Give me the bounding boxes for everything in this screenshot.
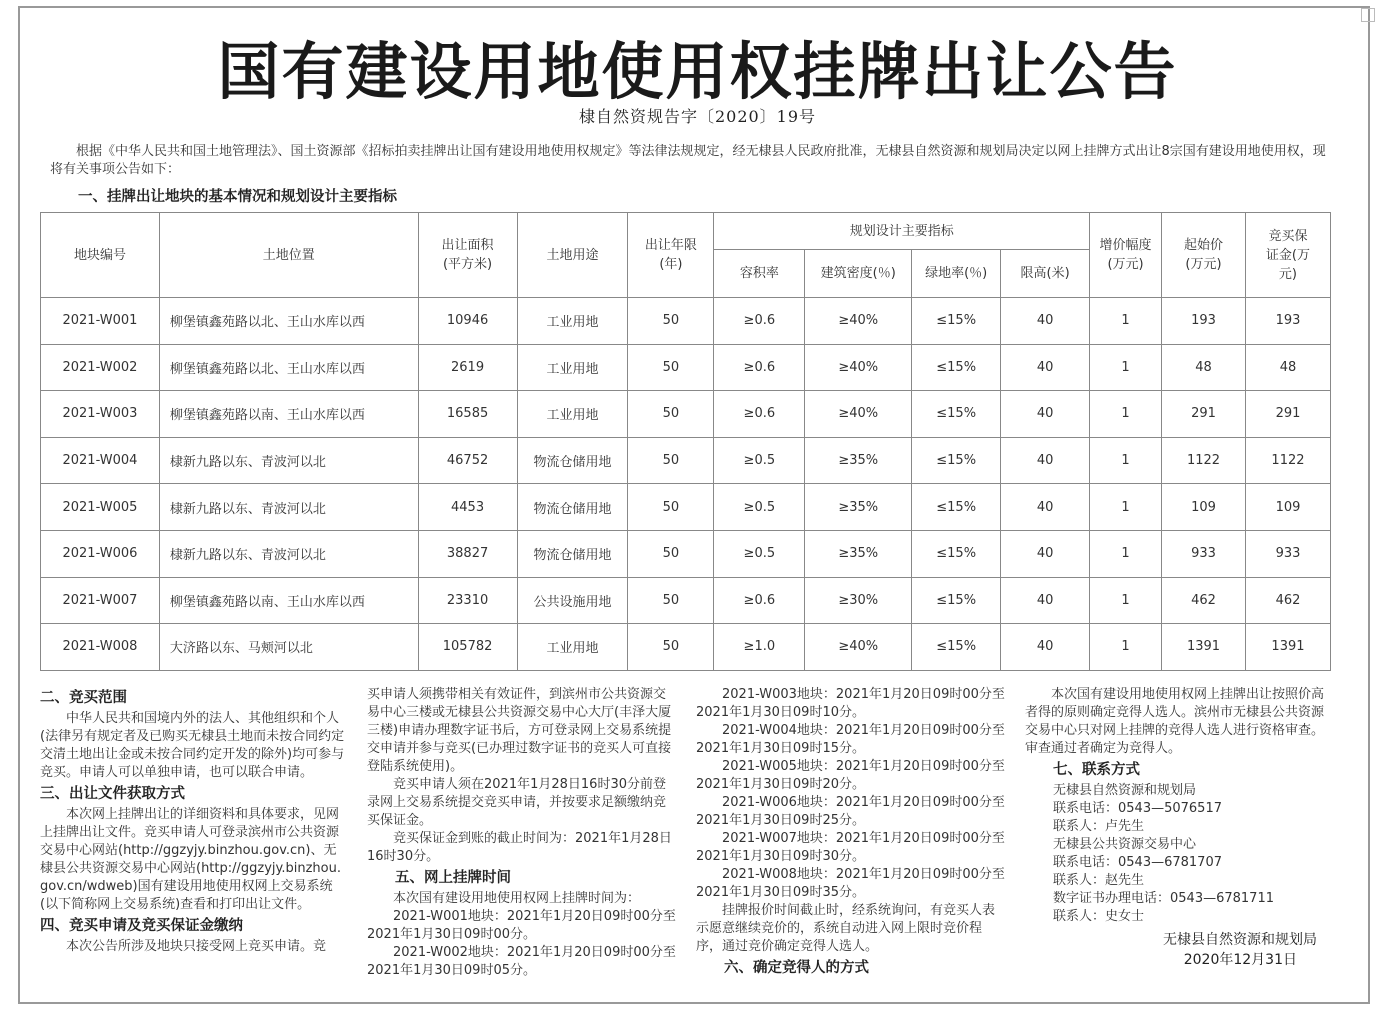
- cell-height-limit: 40: [1001, 391, 1090, 438]
- cell-start-price: 1122: [1162, 437, 1246, 484]
- cell-area: 16585: [418, 391, 517, 438]
- page-title: 国有建设用地使用权挂牌出让公告: [217, 35, 1178, 108]
- cell-increment: 1: [1090, 437, 1162, 484]
- cell-green-rate: ≤15%: [912, 298, 1001, 345]
- cell-far: ≥0.5: [714, 484, 805, 531]
- header-parcel-id: 地块编号: [41, 213, 160, 298]
- cell-land-use: 工业用地: [517, 624, 628, 671]
- cell-deposit: 1391: [1245, 624, 1330, 671]
- table-row: [41, 344, 1331, 391]
- header-land-use: 土地用途: [517, 213, 628, 298]
- text-column-4: [1025, 686, 1335, 970]
- certificate-phone: 数字证书办理电话：0543—6781711: [1053, 891, 1274, 906]
- cell-height-limit: 40: [1001, 437, 1090, 484]
- contact-org-1: 无棣县自然资源和规划局: [1053, 783, 1197, 798]
- cell-density: ≥40%: [805, 344, 912, 391]
- contact-person-3: 联系人：史女士: [1053, 909, 1145, 924]
- cell-parcel-id: 2021-W003: [41, 391, 160, 438]
- cell-term: 50: [628, 344, 714, 391]
- cell-far: ≥1.0: [714, 624, 805, 671]
- cell-location: 棣新九路以东、青波河以北: [159, 437, 418, 484]
- cell-deposit: 933: [1245, 530, 1330, 577]
- listing-time-w005: 2021-W005地块：2021年1月20日09时00分至2021年1月30日09时20分。: [696, 759, 1005, 792]
- table-row: [41, 298, 1331, 345]
- text-column-3: [696, 686, 1006, 980]
- header-far: 容积率: [714, 250, 805, 298]
- cell-green-rate: ≤15%: [912, 577, 1001, 624]
- section-4-text-cont: 买申请人须携带相关有效证件，到滨州市公共资源交易中心三楼或无棣县公共资源交易中心大厅(丰泽大厦三楼)申请办理数字证书后，方可登录网上交易系统提交申请并参与竞买(已办理过数字证书的竞买人可直接登陆系统使用)。: [367, 687, 672, 774]
- text-column-2: [367, 686, 677, 980]
- section-6-title: 六、确定竞得人的方式: [724, 960, 869, 976]
- cell-location: 棣新九路以东、青波河以北: [159, 484, 418, 531]
- cell-height-limit: 40: [1001, 624, 1090, 671]
- table-row: [41, 530, 1331, 577]
- listing-time-w007: 2021-W007地块：2021年1月20日09时00分至2021年1月30日09时30分。: [696, 831, 1005, 864]
- cell-density: ≥40%: [805, 391, 912, 438]
- contact-person-2: 联系人：赵先生: [1053, 873, 1145, 888]
- cell-start-price: 193: [1162, 298, 1246, 345]
- cell-term: 50: [628, 577, 714, 624]
- header-start-price: 起始价(万元): [1162, 213, 1246, 298]
- cell-far: ≥0.6: [714, 391, 805, 438]
- listing-time-w008: 2021-W008地块：2021年1月20日09时00分至2021年1月30日09时35分。: [696, 867, 1005, 900]
- cell-far: ≥0.6: [714, 298, 805, 345]
- section-2-title: 二、竞买范围: [40, 690, 127, 706]
- section-2-text: 中华人民共和国境内外的法人、其他组织和个人(法律另有规定者及已购买无棣县土地而未按合同约定交清土地出让金或未按合同约定开发的除外)均可参与竞买。申请人可以单独申请，也可以联合申请。: [40, 711, 345, 780]
- cell-location: 柳堡镇鑫苑路以南、王山水库以西: [159, 577, 418, 624]
- cell-parcel-id: 2021-W005: [41, 484, 160, 531]
- header-height-limit: 限高(米): [1001, 250, 1090, 298]
- cell-parcel-id: 2021-W006: [41, 530, 160, 577]
- application-deadline-text: 竞买申请人须在2021年1月28日16时30分前登录网上交易系统提交竞买申请，并按要求足额缴纳竞买保证金。: [367, 777, 667, 828]
- header-term: 出让年限(年): [628, 213, 714, 298]
- cell-parcel-id: 2021-W008: [41, 624, 160, 671]
- cell-deposit: 462: [1245, 577, 1330, 624]
- cell-parcel-id: 2021-W004: [41, 437, 160, 484]
- contact-org-2: 无棣县公共资源交易中心: [1053, 837, 1197, 852]
- header-area: 出让面积(平方米): [418, 213, 517, 298]
- cell-density: ≥30%: [805, 577, 912, 624]
- cell-area: 38827: [418, 530, 517, 577]
- cell-deposit: 48: [1245, 344, 1330, 391]
- text-column-1: [40, 686, 348, 956]
- cell-term: 50: [628, 298, 714, 345]
- header-location: 土地位置: [159, 213, 418, 298]
- cell-area: 4453: [418, 484, 517, 531]
- cell-area: 46752: [418, 437, 517, 484]
- table-row: [41, 484, 1331, 531]
- cell-start-price: 933: [1162, 530, 1246, 577]
- cell-deposit: 109: [1245, 484, 1330, 531]
- cell-far: ≥0.5: [714, 530, 805, 577]
- table-row: [41, 437, 1331, 484]
- contact-phone-2: 联系电话：0543—6781707: [1053, 855, 1222, 870]
- cell-increment: 1: [1090, 530, 1162, 577]
- cell-green-rate: ≤15%: [912, 530, 1001, 577]
- section-3-text: 本次网上挂牌出让的详细资料和具体要求，见网上挂牌出让文件。竞买申请人可登录滨州市公共资源交易中心网站(http://ggzyjy.binzhou.gov.cn)、无棣县公共资源交易中心网站(http://ggzyjy.binzhou.gov.cn/wdweb)国有建设用地使用权网上交易系统(以下简称网上交易系统)查看和打印出让文件。: [40, 807, 341, 912]
- cell-land-use: 物流仓储用地: [517, 484, 628, 531]
- cell-area: 2619: [418, 344, 517, 391]
- cell-increment: 1: [1090, 298, 1162, 345]
- cell-land-use: 物流仓储用地: [517, 437, 628, 484]
- listing-time-w004: 2021-W004地块：2021年1月20日09时00分至2021年1月30日09时15分。: [696, 723, 1005, 756]
- cell-far: ≥0.5: [714, 437, 805, 484]
- cell-location: 大济路以东、马颊河以北: [159, 624, 418, 671]
- listing-time-w002: 2021-W002地块：2021年1月20日09时00分至2021年1月30日09时05分。: [367, 945, 676, 978]
- cell-height-limit: 40: [1001, 344, 1090, 391]
- land-parcel-table: [40, 212, 1331, 671]
- header-density: 建筑密度(％): [805, 250, 912, 298]
- contact-person-1: 联系人：卢先生: [1053, 819, 1145, 834]
- cell-green-rate: ≤15%: [912, 391, 1001, 438]
- cell-start-price: 1391: [1162, 624, 1246, 671]
- cell-density: ≥35%: [805, 484, 912, 531]
- winner-determination-text: 本次国有建设用地使用权网上挂牌出让按照价高者得的原则确定竞得人选人。滨州市无棣县公共资源交易中心只对网上挂牌的竞得人选人进行资格审查。审查通过者确定为竞得人。: [1025, 687, 1325, 756]
- bidding-rules-text: 挂牌报价时间截止时，经系统询问，有竞买人表示愿意继续竞价的，系统自动进入网上限时竞价程序，通过竞价确定竞得人选人。: [696, 903, 996, 954]
- cell-parcel-id: 2021-W002: [41, 344, 160, 391]
- table-row: [41, 391, 1331, 438]
- section-7-title: 七、联系方式: [1053, 762, 1140, 778]
- section-1-title: 一、挂牌出让地块的基本情况和规划设计主要指标: [78, 189, 397, 205]
- cell-density: ≥35%: [805, 530, 912, 577]
- cell-increment: 1: [1090, 624, 1162, 671]
- cell-density: ≥40%: [805, 298, 912, 345]
- cell-height-limit: 40: [1001, 577, 1090, 624]
- section-4-text: 本次公告所涉及地块只接受网上竞买申请。竞: [66, 939, 327, 954]
- cell-location: 棣新九路以东、青波河以北: [159, 530, 418, 577]
- cell-location: 柳堡镇鑫苑路以南、王山水库以西: [159, 391, 418, 438]
- cell-term: 50: [628, 437, 714, 484]
- cell-term: 50: [628, 624, 714, 671]
- cell-land-use: 工业用地: [517, 391, 628, 438]
- signature-block: [1025, 930, 1335, 970]
- cell-start-price: 109: [1162, 484, 1246, 531]
- document-number: 棣自然资规告字〔2020〕19号: [578, 107, 817, 126]
- cell-location: 柳堡镇鑫苑路以北、王山水库以西: [159, 344, 418, 391]
- listing-time-w001: 2021-W001地块：2021年1月20日09时00分至2021年1月30日09时00分。: [367, 909, 676, 942]
- signature-org: 无棣县自然资源和规划局: [1163, 932, 1317, 948]
- listing-time-intro: 本次国有建设用地使用权网上挂牌时间为：: [393, 891, 641, 906]
- corner-mark: [1361, 8, 1375, 22]
- cell-area: 10946: [418, 298, 517, 345]
- cell-parcel-id: 2021-W001: [41, 298, 160, 345]
- cell-density: ≥35%: [805, 437, 912, 484]
- cell-far: ≥0.6: [714, 344, 805, 391]
- contact-phone-1: 联系电话：0543—5076517: [1053, 801, 1222, 816]
- section-4-title: 四、竞买申请及竞买保证金缴纳: [40, 918, 243, 934]
- cell-area: 23310: [418, 577, 517, 624]
- cell-area: 105782: [418, 624, 517, 671]
- cell-height-limit: 40: [1001, 530, 1090, 577]
- cell-land-use: 物流仓储用地: [517, 530, 628, 577]
- cell-green-rate: ≤15%: [912, 624, 1001, 671]
- cell-height-limit: 40: [1001, 298, 1090, 345]
- listing-time-w003: 2021-W003地块：2021年1月20日09时00分至2021年1月30日09时10分。: [696, 687, 1005, 720]
- deposit-deadline-text: 竞买保证金到账的截止时间为：2021年1月28日16时30分。: [367, 831, 672, 864]
- cell-green-rate: ≤15%: [912, 344, 1001, 391]
- section-5-title: 五、网上挂牌时间: [395, 870, 511, 886]
- intro-paragraph: 根据《中华人民共和国土地管理法》、国土资源部《招标拍卖挂牌出让国有建设用地使用权规定》等法律法规规定，经无棣县人民政府批准，无棣县自然资源和规划局决定以网上挂牌方式出让8宗国有建设用地使用权，现将有关事项公告如下：: [50, 144, 1326, 177]
- cell-parcel-id: 2021-W007: [41, 577, 160, 624]
- cell-term: 50: [628, 391, 714, 438]
- cell-start-price: 291: [1162, 391, 1246, 438]
- cell-increment: 1: [1090, 391, 1162, 438]
- header-green-rate: 绿地率(％): [912, 250, 1001, 298]
- cell-land-use: 公共设施用地: [517, 577, 628, 624]
- cell-green-rate: ≤15%: [912, 437, 1001, 484]
- cell-location: 柳堡镇鑫苑路以北、王山水库以西: [159, 298, 418, 345]
- section-3-title: 三、出让文件获取方式: [40, 786, 185, 802]
- cell-density: ≥40%: [805, 624, 912, 671]
- cell-term: 50: [628, 530, 714, 577]
- header-deposit: 竞买保证金(万元): [1245, 213, 1330, 298]
- cell-land-use: 工业用地: [517, 344, 628, 391]
- listing-time-w006: 2021-W006地块：2021年1月20日09时00分至2021年1月30日09时25分。: [696, 795, 1005, 828]
- cell-start-price: 462: [1162, 577, 1246, 624]
- cell-start-price: 48: [1162, 344, 1246, 391]
- cell-height-limit: 40: [1001, 484, 1090, 531]
- cell-increment: 1: [1090, 484, 1162, 531]
- cell-deposit: 1122: [1245, 437, 1330, 484]
- cell-deposit: 193: [1245, 298, 1330, 345]
- table-row: [41, 577, 1331, 624]
- header-planning-indicators: 规划设计主要指标: [714, 213, 1090, 250]
- signature-date: 2020年12月31日: [1183, 952, 1297, 968]
- cell-increment: 1: [1090, 344, 1162, 391]
- cell-deposit: 291: [1245, 391, 1330, 438]
- cell-land-use: 工业用地: [517, 298, 628, 345]
- cell-term: 50: [628, 484, 714, 531]
- cell-increment: 1: [1090, 577, 1162, 624]
- cell-green-rate: ≤15%: [912, 484, 1001, 531]
- header-increment: 增价幅度(万元): [1090, 213, 1162, 298]
- table-row: [41, 624, 1331, 671]
- cell-far: ≥0.6: [714, 577, 805, 624]
